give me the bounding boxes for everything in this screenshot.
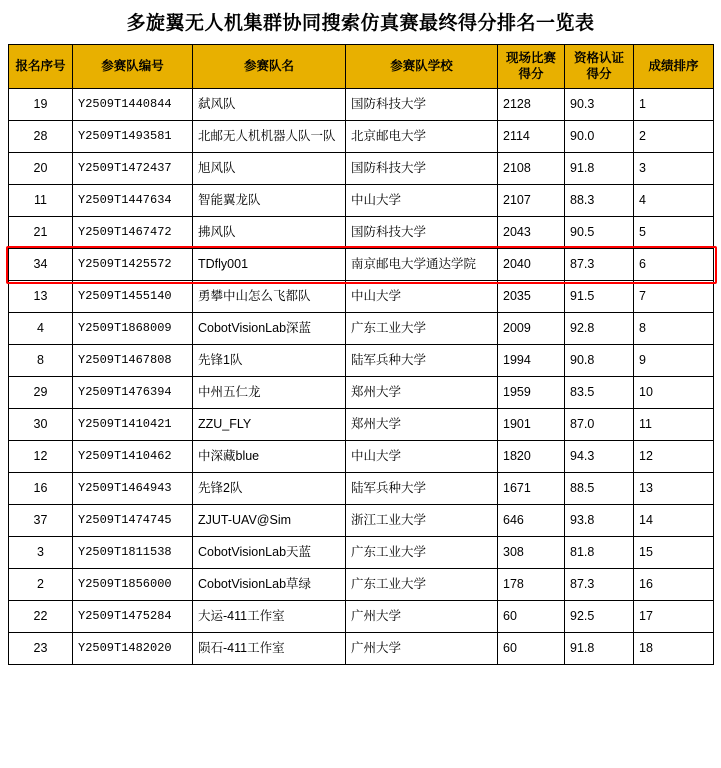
cell-entry-no: 23 bbox=[9, 633, 73, 665]
table-row bbox=[9, 601, 714, 633]
cell-team-code: Y2509T1467808 bbox=[73, 345, 193, 377]
cell-qualification-score: 93.8 bbox=[565, 505, 634, 537]
ranking-table bbox=[8, 44, 714, 665]
cell-qualification-score: 91.8 bbox=[565, 633, 634, 665]
cell-school: 广州大学 bbox=[346, 633, 498, 665]
table-row bbox=[9, 505, 714, 537]
cell-team-name: CobotVisionLab草绿 bbox=[193, 569, 346, 601]
cell-onsite-score: 2107 bbox=[498, 185, 565, 217]
column-header-line: 报名序号 bbox=[15, 58, 66, 73]
cell-school: 南京邮电大学通达学院 bbox=[346, 249, 498, 281]
cell-entry-no: 8 bbox=[9, 345, 73, 377]
table-row bbox=[9, 377, 714, 409]
cell-qualification-score: 83.5 bbox=[565, 377, 634, 409]
page-title: 多旋翼无人机集群协同搜索仿真赛最终得分排名一览表 bbox=[126, 13, 595, 34]
cell-team-code: Y2509T1425572 bbox=[73, 249, 193, 281]
cell-rank: 8 bbox=[634, 313, 714, 345]
cell-qualification-score: 87.0 bbox=[565, 409, 634, 441]
cell-entry-no: 20 bbox=[9, 153, 73, 185]
cell-onsite-score: 2108 bbox=[498, 153, 565, 185]
cell-school: 广东工业大学 bbox=[346, 569, 498, 601]
cell-qualification-score: 92.8 bbox=[565, 313, 634, 345]
cell-qualification-score: 94.3 bbox=[565, 441, 634, 473]
cell-entry-no: 28 bbox=[9, 121, 73, 153]
cell-entry-no: 13 bbox=[9, 281, 73, 313]
column-header-team-code bbox=[73, 45, 193, 89]
cell-team-name: TDfly001 bbox=[193, 249, 346, 281]
table-header bbox=[9, 45, 714, 89]
cell-qualification-score: 90.0 bbox=[565, 121, 634, 153]
cell-rank: 10 bbox=[634, 377, 714, 409]
cell-team-code: Y2509T1410421 bbox=[73, 409, 193, 441]
cell-team-name: ZJUT-UAV@Sim bbox=[193, 505, 346, 537]
cell-team-code: Y2509T1475284 bbox=[73, 601, 193, 633]
table-row bbox=[9, 281, 714, 313]
table-row bbox=[9, 537, 714, 569]
cell-qualification-score: 87.3 bbox=[565, 249, 634, 281]
cell-team-code: Y2509T1464943 bbox=[73, 473, 193, 505]
table-row bbox=[9, 185, 714, 217]
cell-qualification-score: 91.5 bbox=[565, 281, 634, 313]
cell-school: 郑州大学 bbox=[346, 377, 498, 409]
cell-school: 郑州大学 bbox=[346, 409, 498, 441]
cell-onsite-score: 178 bbox=[498, 569, 565, 601]
cell-qualification-score: 91.8 bbox=[565, 153, 634, 185]
cell-team-name: 弑风队 bbox=[193, 89, 346, 121]
cell-team-code: Y2509T1440844 bbox=[73, 89, 193, 121]
cell-rank: 15 bbox=[634, 537, 714, 569]
cell-entry-no: 11 bbox=[9, 185, 73, 217]
column-header-line: 参赛队编号 bbox=[101, 58, 164, 73]
cell-onsite-score: 646 bbox=[498, 505, 565, 537]
cell-qualification-score: 88.5 bbox=[565, 473, 634, 505]
table-row bbox=[9, 409, 714, 441]
cell-rank: 11 bbox=[634, 409, 714, 441]
cell-school: 北京邮电大学 bbox=[346, 121, 498, 153]
cell-onsite-score: 2009 bbox=[498, 313, 565, 345]
cell-onsite-score: 2114 bbox=[498, 121, 565, 153]
cell-team-name: 大运-411工作室 bbox=[193, 601, 346, 633]
table-row bbox=[9, 217, 714, 249]
cell-entry-no: 19 bbox=[9, 89, 73, 121]
cell-school: 广州大学 bbox=[346, 601, 498, 633]
cell-rank: 12 bbox=[634, 441, 714, 473]
cell-onsite-score: 1671 bbox=[498, 473, 565, 505]
cell-team-code: Y2509T1493581 bbox=[73, 121, 193, 153]
column-header-school bbox=[346, 45, 498, 89]
column-header-entry-no bbox=[9, 45, 73, 89]
column-header-rank bbox=[634, 45, 714, 89]
cell-entry-no: 4 bbox=[9, 313, 73, 345]
cell-entry-no: 2 bbox=[9, 569, 73, 601]
table-row bbox=[9, 633, 714, 665]
cell-team-name: 先锋1队 bbox=[193, 345, 346, 377]
cell-onsite-score: 2040 bbox=[498, 249, 565, 281]
cell-team-name: 北邮无人机机器人队一队 bbox=[193, 121, 346, 153]
column-header-line: 资格认证 bbox=[573, 50, 624, 65]
cell-school: 国防科技大学 bbox=[346, 153, 498, 185]
cell-team-code: Y2509T1410462 bbox=[73, 441, 193, 473]
cell-team-code: Y2509T1455140 bbox=[73, 281, 193, 313]
cell-rank: 9 bbox=[634, 345, 714, 377]
table-row bbox=[9, 89, 714, 121]
table-row bbox=[9, 345, 714, 377]
cell-team-code: Y2509T1476394 bbox=[73, 377, 193, 409]
cell-school: 广东工业大学 bbox=[346, 537, 498, 569]
cell-entry-no: 37 bbox=[9, 505, 73, 537]
cell-onsite-score: 1901 bbox=[498, 409, 565, 441]
cell-rank: 14 bbox=[634, 505, 714, 537]
cell-rank: 5 bbox=[634, 217, 714, 249]
cell-onsite-score: 308 bbox=[498, 537, 565, 569]
cell-onsite-score: 60 bbox=[498, 633, 565, 665]
table-row bbox=[9, 473, 714, 505]
cell-entry-no: 3 bbox=[9, 537, 73, 569]
cell-qualification-score: 90.3 bbox=[565, 89, 634, 121]
table-row bbox=[9, 153, 714, 185]
table-row bbox=[9, 313, 714, 345]
cell-rank: 13 bbox=[634, 473, 714, 505]
cell-onsite-score: 2128 bbox=[498, 89, 565, 121]
cell-team-name: CobotVisionLab深蓝 bbox=[193, 313, 346, 345]
column-header-line: 参赛队名 bbox=[243, 58, 294, 73]
ranking-table-container bbox=[0, 44, 721, 665]
cell-school: 中山大学 bbox=[346, 185, 498, 217]
cell-entry-no: 29 bbox=[9, 377, 73, 409]
cell-entry-no: 34 bbox=[9, 249, 73, 281]
cell-team-name: 勇攀中山怎么飞都队 bbox=[193, 281, 346, 313]
cell-rank: 2 bbox=[634, 121, 714, 153]
table-header-row bbox=[9, 45, 714, 89]
cell-qualification-score: 81.8 bbox=[565, 537, 634, 569]
cell-onsite-score: 2043 bbox=[498, 217, 565, 249]
cell-school: 陆军兵种大学 bbox=[346, 473, 498, 505]
cell-rank: 7 bbox=[634, 281, 714, 313]
cell-rank: 16 bbox=[634, 569, 714, 601]
cell-rank: 6 bbox=[634, 249, 714, 281]
cell-school: 中山大学 bbox=[346, 441, 498, 473]
column-header-line: 成绩排序 bbox=[648, 58, 699, 73]
column-header-line: 现场比赛 bbox=[505, 50, 556, 65]
table-row bbox=[9, 121, 714, 153]
cell-team-name: 先锋2队 bbox=[193, 473, 346, 505]
cell-qualification-score: 92.5 bbox=[565, 601, 634, 633]
cell-onsite-score: 2035 bbox=[498, 281, 565, 313]
cell-qualification-score: 90.8 bbox=[565, 345, 634, 377]
cell-team-name: 中州五仁龙 bbox=[193, 377, 346, 409]
cell-team-code: Y2509T1811538 bbox=[73, 537, 193, 569]
cell-rank: 18 bbox=[634, 633, 714, 665]
column-header-line: 得分 bbox=[586, 66, 612, 81]
cell-onsite-score: 60 bbox=[498, 601, 565, 633]
cell-onsite-score: 1820 bbox=[498, 441, 565, 473]
cell-rank: 17 bbox=[634, 601, 714, 633]
cell-team-name: 陨石-411工作室 bbox=[193, 633, 346, 665]
cell-team-code: Y2509T1472437 bbox=[73, 153, 193, 185]
table-row bbox=[9, 249, 714, 281]
cell-entry-no: 16 bbox=[9, 473, 73, 505]
cell-entry-no: 12 bbox=[9, 441, 73, 473]
cell-school: 浙江工业大学 bbox=[346, 505, 498, 537]
cell-qualification-score: 87.3 bbox=[565, 569, 634, 601]
cell-school: 中山大学 bbox=[346, 281, 498, 313]
cell-onsite-score: 1994 bbox=[498, 345, 565, 377]
cell-rank: 1 bbox=[634, 89, 714, 121]
cell-team-code: Y2509T1447634 bbox=[73, 185, 193, 217]
cell-team-code: Y2509T1474745 bbox=[73, 505, 193, 537]
cell-team-code: Y2509T1868009 bbox=[73, 313, 193, 345]
cell-qualification-score: 90.5 bbox=[565, 217, 634, 249]
column-header-line: 参赛队学校 bbox=[390, 58, 453, 73]
column-header-line: 得分 bbox=[518, 66, 544, 81]
cell-rank: 3 bbox=[634, 153, 714, 185]
cell-entry-no: 22 bbox=[9, 601, 73, 633]
cell-qualification-score: 88.3 bbox=[565, 185, 634, 217]
cell-team-name: 旭风队 bbox=[193, 153, 346, 185]
cell-onsite-score: 1959 bbox=[498, 377, 565, 409]
column-header-onsite-score bbox=[498, 45, 565, 89]
cell-team-name: 中深藏blue bbox=[193, 441, 346, 473]
cell-entry-no: 30 bbox=[9, 409, 73, 441]
cell-entry-no: 21 bbox=[9, 217, 73, 249]
cell-school: 国防科技大学 bbox=[346, 89, 498, 121]
cell-rank: 4 bbox=[634, 185, 714, 217]
column-header-qualification-score bbox=[565, 45, 634, 89]
cell-team-code: Y2509T1482020 bbox=[73, 633, 193, 665]
cell-team-name: 智能翼龙队 bbox=[193, 185, 346, 217]
table-row bbox=[9, 441, 714, 473]
cell-school: 国防科技大学 bbox=[346, 217, 498, 249]
cell-school: 广东工业大学 bbox=[346, 313, 498, 345]
cell-team-code: Y2509T1856000 bbox=[73, 569, 193, 601]
table-row bbox=[9, 569, 714, 601]
cell-team-name: ZZU_FLY bbox=[193, 409, 346, 441]
cell-team-code: Y2509T1467472 bbox=[73, 217, 193, 249]
cell-team-name: CobotVisionLab天蓝 bbox=[193, 537, 346, 569]
cell-school: 陆军兵种大学 bbox=[346, 345, 498, 377]
table-body bbox=[9, 89, 714, 665]
column-header-team-name bbox=[193, 45, 346, 89]
cell-team-name: 拂风队 bbox=[193, 217, 346, 249]
